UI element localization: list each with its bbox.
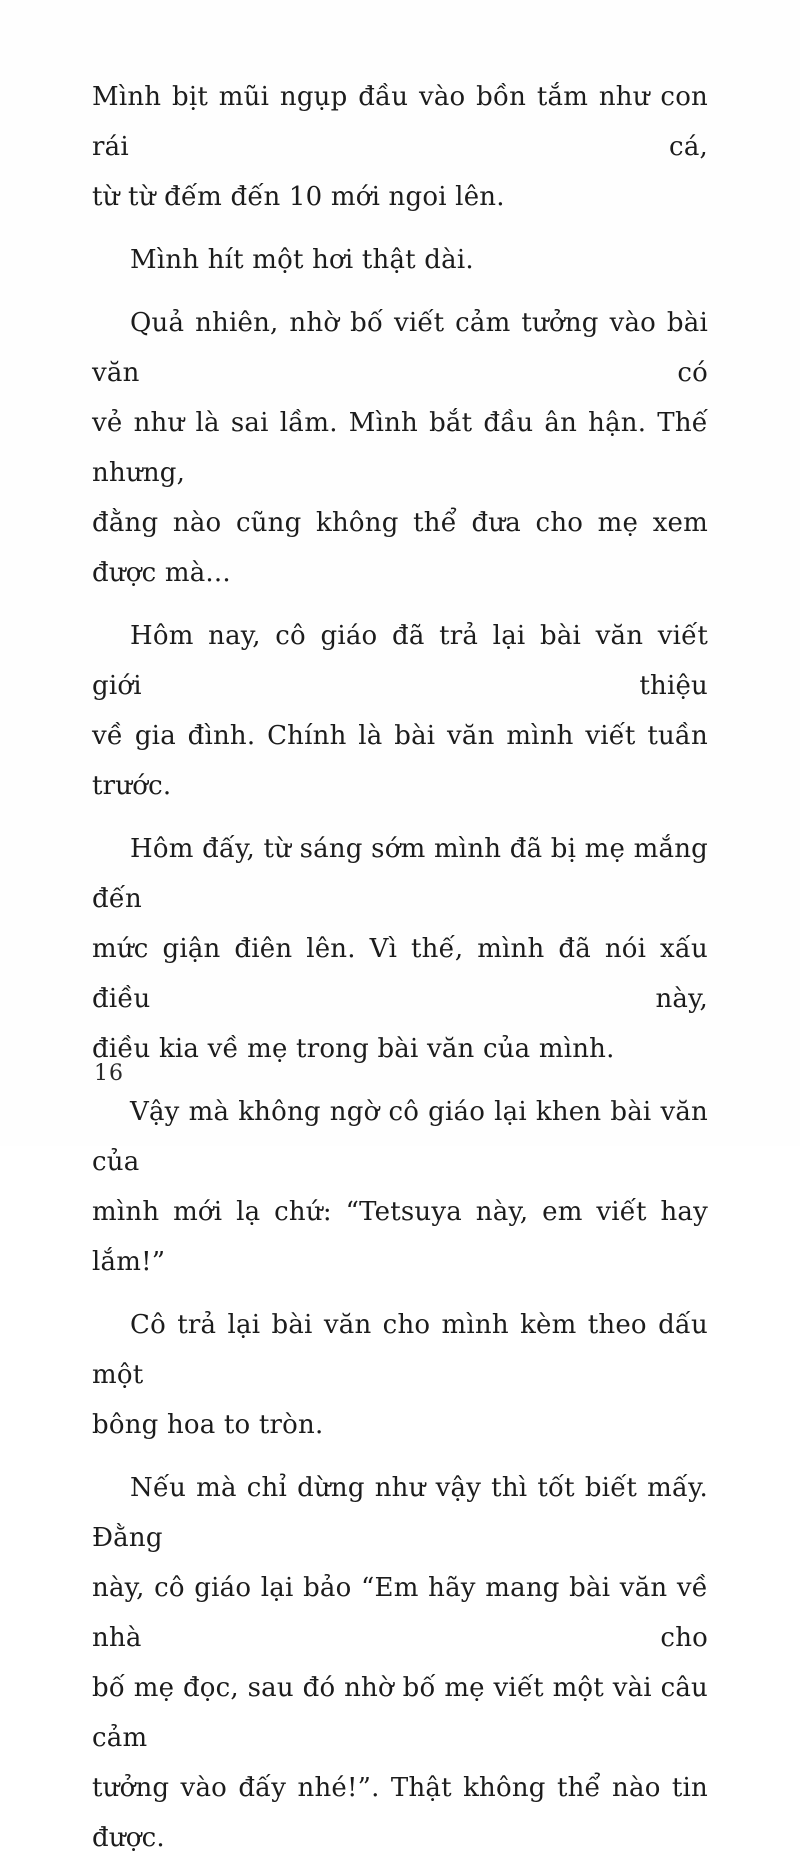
paragraph [92, 298, 708, 598]
text-line: bố mẹ đọc, sau đó nhờ bố mẹ viết một vài câu cảm [92, 1673, 708, 1753]
text-line: Quả nhiên, nhờ bố viết cảm tưởng vào bài văn có [92, 308, 708, 388]
text-line: từ từ đếm đến 10 mới ngoi lên. [92, 182, 505, 212]
paragraph [92, 1300, 708, 1450]
text-line: Hôm đấy, từ sáng sớm mình đã bị mẹ mắng đến [92, 834, 708, 914]
text-line: mức giận điên lên. Vì thế, mình đã nói xấu điều này, [92, 934, 708, 1014]
text-line: Mình hít một hơi thật dài. [130, 245, 474, 275]
text-line: Nếu mà chỉ dừng như vậy thì tốt biết mấy. Đằng [92, 1473, 708, 1553]
text-line: về gia đình. Chính là bài văn mình viết tuần trước. [92, 721, 708, 801]
paragraph [92, 72, 708, 222]
paragraph [92, 1087, 708, 1287]
text-line: mình mới lạ chứ: “Tetsuya này, em viết hay lắm!” [92, 1197, 708, 1277]
paragraph [92, 611, 708, 811]
text-line: Vậy mà không ngờ cô giáo lại khen bài văn của [92, 1097, 708, 1177]
text-line: Mình bịt mũi ngụp đầu vào bồn tắm như con rái cá, [92, 82, 708, 162]
text-line: Cô trả lại bài văn cho mình kèm theo dấu một [92, 1310, 708, 1390]
text-line: Hôm nay, cô giáo đã trả lại bài văn viết giới thiệu [92, 621, 708, 701]
page-text-block [92, 72, 708, 1876]
paragraph [92, 1463, 708, 1863]
text-line: điều kia về mẹ trong bài văn của mình. [92, 1034, 615, 1064]
paragraph [92, 824, 708, 1074]
text-line: này, cô giáo lại bảo “Em hãy mang bài văn về nhà cho [92, 1573, 708, 1653]
paragraph [92, 235, 708, 285]
text-line: bông hoa to tròn. [92, 1410, 324, 1440]
page-number: 16 [94, 1061, 124, 1086]
text-line: đằng nào cũng không thể đưa cho mẹ xem được mà... [92, 508, 708, 588]
text-line: tưởng vào đấy nhé!”. Thật không thể nào tin được. [92, 1773, 708, 1853]
text-line: vẻ như là sai lầm. Mình bắt đầu ân hận. Thế nhưng, [92, 408, 708, 488]
